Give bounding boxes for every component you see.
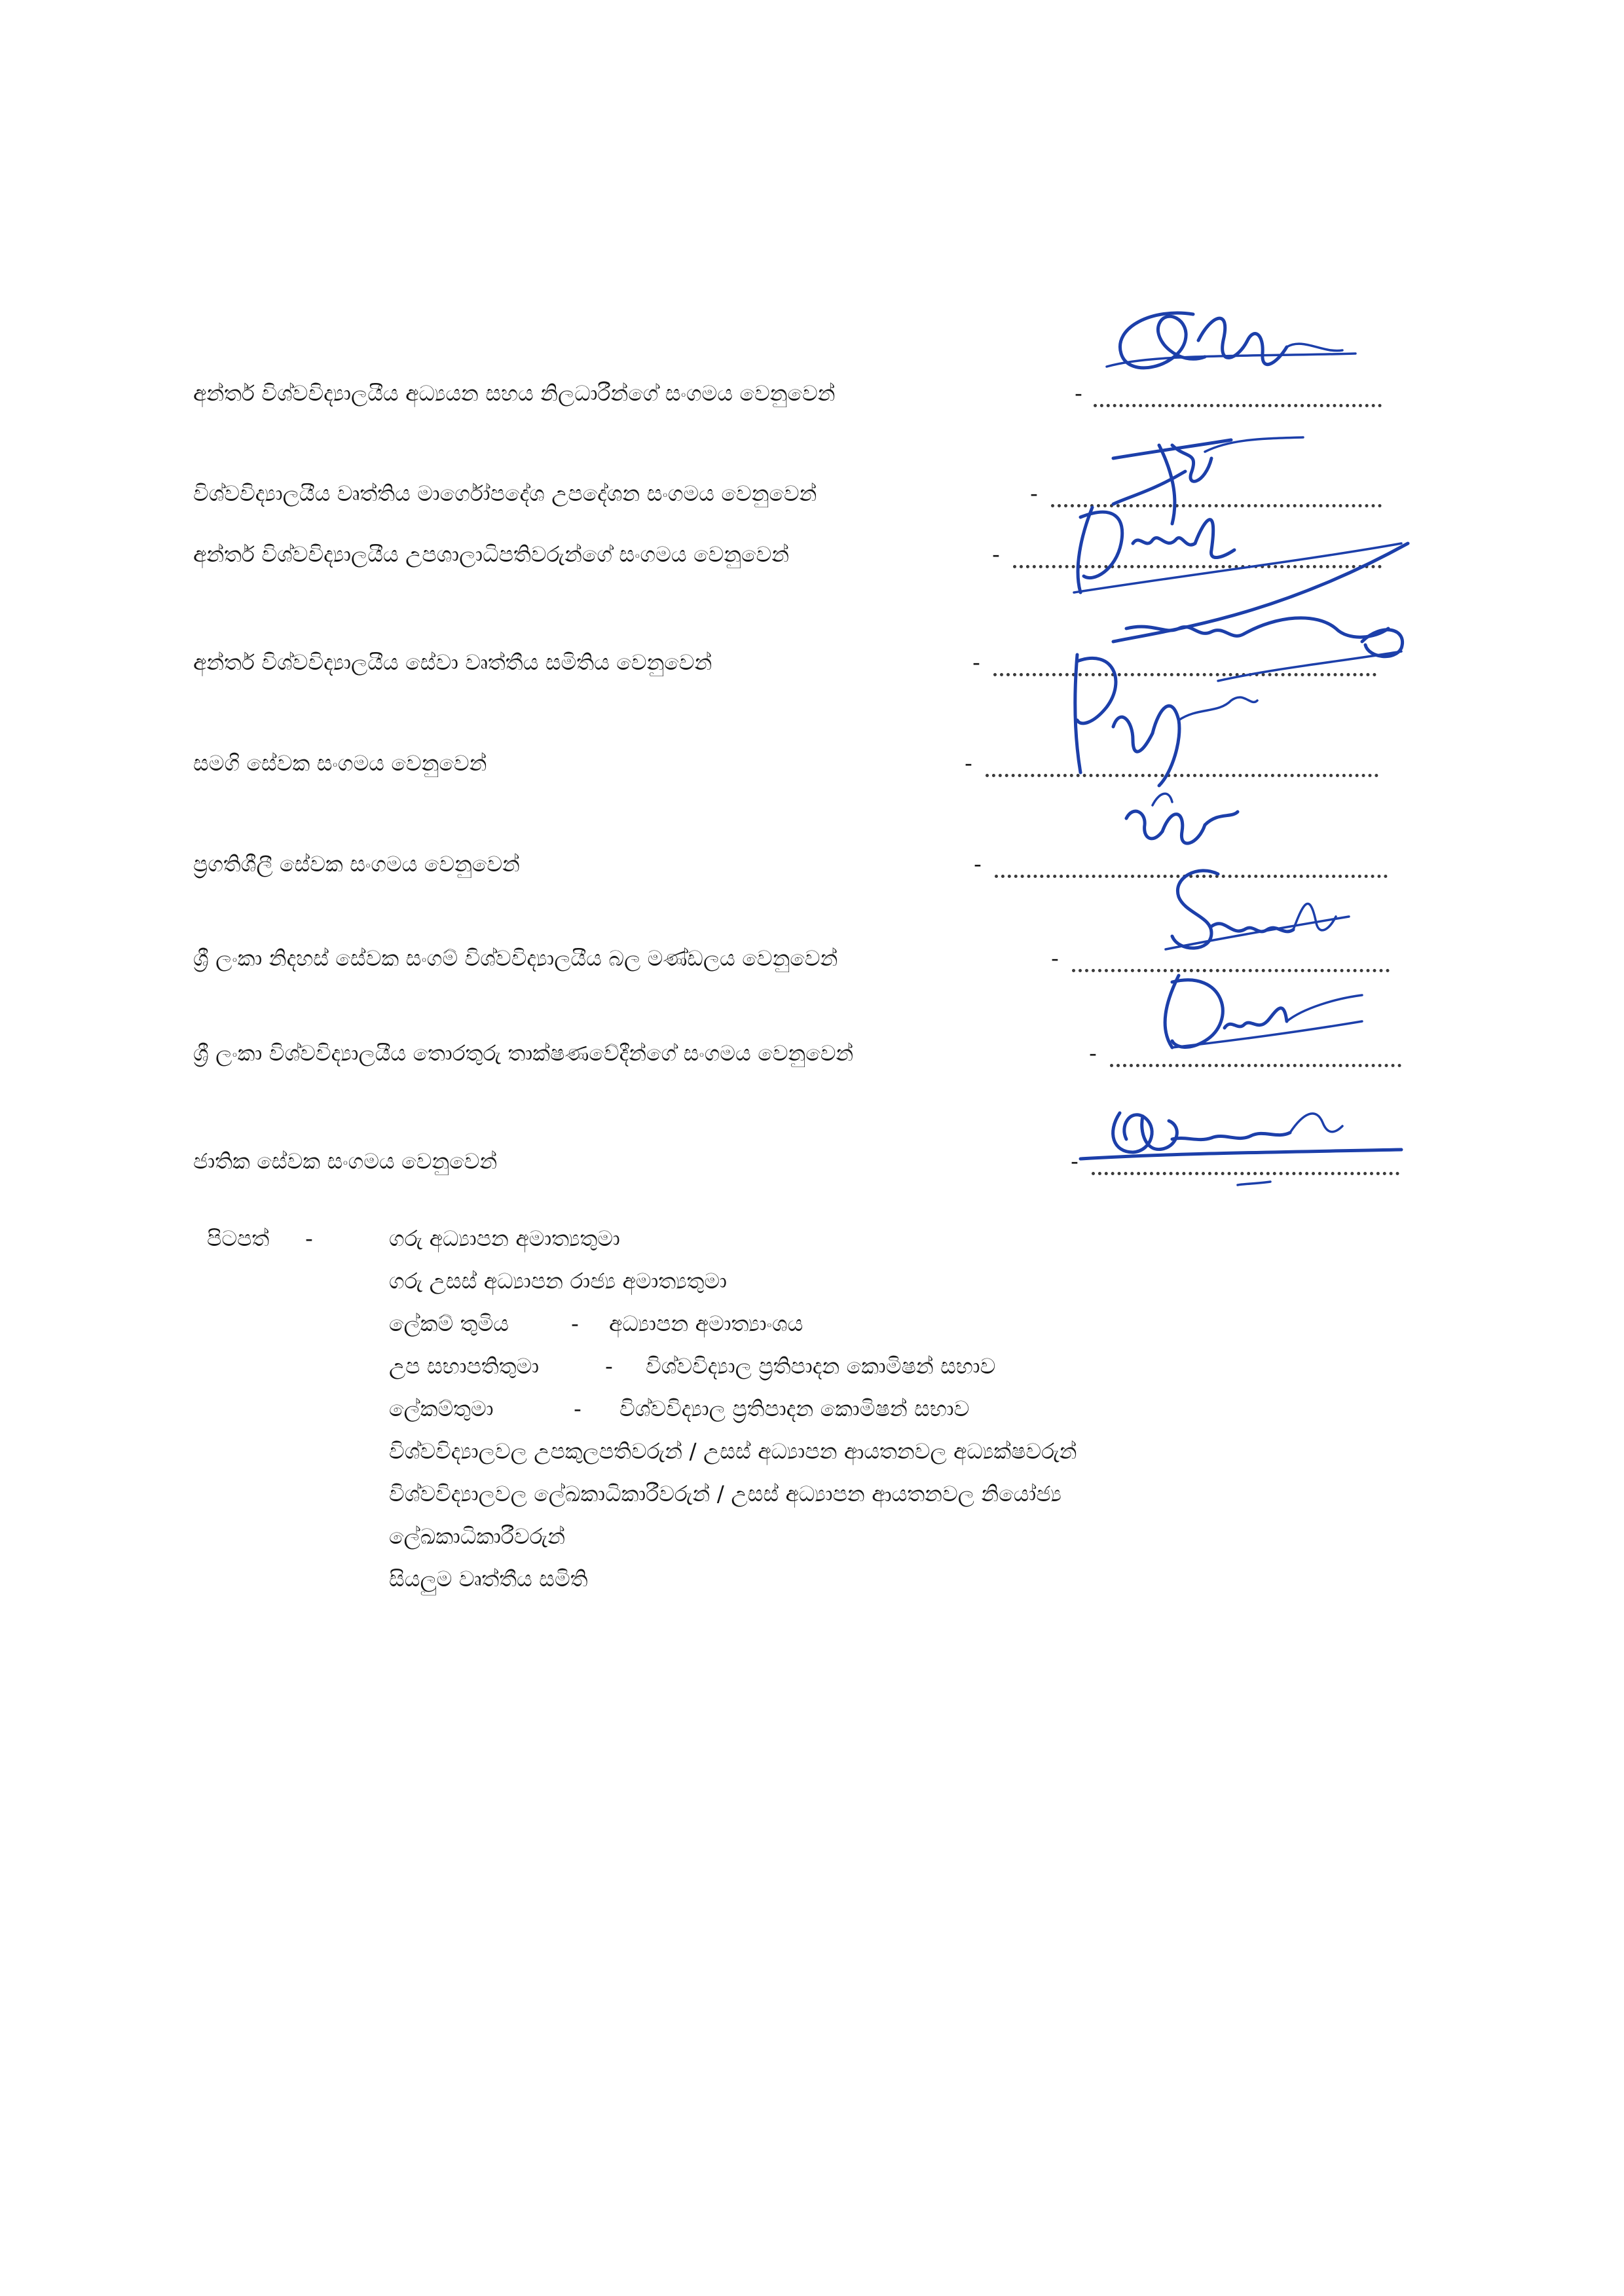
signatory-organization: අන්තර් විශ්වවිද්‍යාලයීය සේවා වෘත්තීය සමිතිය වෙනුවෙන්	[193, 649, 712, 675]
signatory-line	[193, 1038, 1385, 1069]
copy-recipient-title: විශ්වවිද්‍යාලවල උපකුලපතිවරුන් / උසස් අධ්‍යාපන ආයතනවල අධ්‍යක්ෂවරුන්	[389, 1438, 1077, 1464]
signatory-line	[193, 848, 1385, 880]
copy-recipient-separator: -	[571, 1311, 579, 1336]
copy-recipient-separator: -	[605, 1353, 613, 1379]
signatory-dash: -	[1075, 380, 1082, 406]
signature-6	[1126, 793, 1238, 843]
copy-recipient	[389, 1223, 1371, 1254]
copy-recipient-title: උප සභාපතිතුමා	[389, 1353, 540, 1379]
signature-dotted-line	[1013, 565, 1382, 568]
signatory-line	[193, 748, 1385, 779]
copy-recipient	[389, 1521, 1371, 1552]
copy-recipient	[389, 1563, 1371, 1595]
copy-recipient-title: විශ්වවිද්‍යාලවල ලේඛකාධිකාරීවරුන් / උසස් අධ්‍යාපන ආයතනවල නියෝජ්‍ය	[389, 1481, 1061, 1506]
copy-recipient	[389, 1308, 1371, 1339]
copy-recipient-office: විශ්වවිද්‍යාල ප්‍රතිපාදන කොමිෂන් සභාව	[646, 1353, 996, 1379]
signatory-organization: ප්‍රගතිශීලී සේවක සංගමය වෙනුවෙන්	[193, 851, 520, 877]
signature-dotted-line	[995, 875, 1388, 878]
signature-1	[1107, 313, 1356, 368]
signatory-organization: අන්තර් විශ්වවිද්‍යාලයීය අධ්‍යයන සහය නිලධාරීන්ගේ සංගමය වෙනුවෙන්	[193, 380, 836, 406]
copy-recipient	[389, 1351, 1371, 1382]
signatory-dash: -	[1089, 1040, 1097, 1066]
copy-recipient-title: ලේඛකාධිකාරීවරුන්	[389, 1523, 566, 1549]
signatory-dash: -	[1030, 481, 1038, 506]
copy-recipient-title: ගරු උසස් අධ්‍යාපන රාජ්‍ය අමාත්‍යතුමා	[389, 1268, 727, 1294]
copy-recipient-office: අධ්‍යාපන අමාත්‍යාංශය	[609, 1311, 803, 1336]
signatory-line	[193, 539, 1385, 570]
signature-dotted-line	[1051, 504, 1382, 507]
copy-recipient	[389, 1266, 1371, 1297]
signatory-line	[193, 1146, 1385, 1177]
signatory-dash: -	[965, 750, 972, 776]
signatory-dash: -	[1051, 945, 1059, 971]
signature-dotted-line	[1110, 1064, 1401, 1067]
signature-7	[1166, 871, 1349, 949]
signature-dotted-line	[993, 673, 1376, 676]
signatory-line	[193, 378, 1385, 409]
copy-recipient-title: ගරු අධ්‍යාපන අමාත්‍යතුමා	[389, 1226, 620, 1251]
signatory-dash: -	[972, 649, 980, 675]
copy-recipient	[389, 1393, 1371, 1425]
copy-recipient-office: විශ්වවිද්‍යාල ප්‍රතිපාදන කොමිෂන් සභාව	[619, 1396, 970, 1421]
copies-list	[389, 1223, 1371, 1606]
signature-dotted-line	[986, 774, 1378, 777]
copy-recipient-title: සියලුම වෘත්තීය සමිති	[389, 1566, 588, 1592]
signatory-line	[193, 478, 1385, 509]
copy-recipient-separator: -	[574, 1396, 581, 1421]
signature-dotted-line	[1092, 1172, 1399, 1175]
copy-recipient	[389, 1436, 1371, 1467]
signatory-organization: ශ්‍රී ලංකා විශ්වවිද්‍යාලයීය තොරතුරු තාක්ෂණවේදීන්ගේ සංගමය වෙනුවෙන්	[193, 1040, 854, 1066]
copy-recipient	[389, 1478, 1371, 1510]
copies-label: පිටපත්	[207, 1226, 270, 1251]
signatory-organization: අන්තර් විශ්වවිද්‍යාලයීය උපශාලාධිපතිවරුන්ගේ සංගමය වෙනුවෙන්	[193, 541, 790, 567]
signatory-line	[193, 647, 1385, 678]
signatory-dash: -	[1071, 1148, 1079, 1174]
signatory-organization: ශ්‍රී ලංකා නිදහස් සේවක සංගම් විශ්වවිද්‍යාලයීය බල මණ්ඩලය වෙනුවෙන්	[193, 945, 838, 971]
copy-recipient-title: ලේකම්තුමා	[389, 1396, 494, 1421]
signature-8	[1165, 975, 1362, 1048]
signatory-line	[193, 943, 1385, 974]
signature-dotted-line	[1072, 969, 1390, 972]
signatory-organization: ජාතික සේවක සංගමය වෙනුවෙන්	[193, 1148, 498, 1174]
signatory-dash: -	[974, 851, 982, 877]
signatory-organization: සමගි සේවක සංගමය වෙනුවෙන්	[193, 750, 487, 776]
signatory-organization: විශ්වවිද්‍යාලයීය වෘත්තිය මාර්ගෝපදේශ උපදේශන සංගමය වෙනුවෙන්	[193, 481, 817, 506]
signature-dotted-line	[1094, 404, 1382, 407]
copies-dash: -	[305, 1226, 313, 1251]
signatory-dash: -	[992, 541, 1000, 567]
copy-recipient-title: ලේකම් තුමිය	[389, 1311, 509, 1336]
